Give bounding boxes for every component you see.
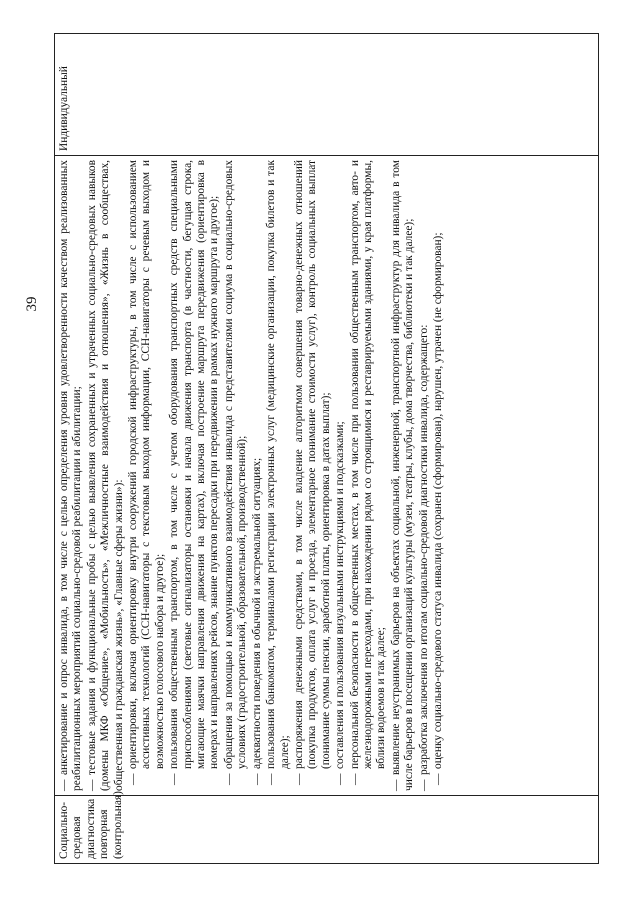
dash-marker: — xyxy=(417,779,430,791)
sub-list-item xyxy=(168,160,222,785)
content-cell xyxy=(55,156,599,796)
type-cell xyxy=(55,34,599,156)
dash-marker: — xyxy=(389,779,402,791)
list-item xyxy=(418,160,431,791)
list-item xyxy=(86,160,126,791)
sub-list-item xyxy=(222,160,250,785)
dash-marker: — xyxy=(334,773,347,785)
sub-list-item xyxy=(292,160,333,785)
dash-marker: — xyxy=(431,773,444,785)
page-number: 39 xyxy=(24,296,40,312)
list-item-text: обращения за помощью и коммуникативного взаимодействия инвалида с представителями социума в социально-средовых условиях (градостроительной, образовательной, производственной); xyxy=(222,160,249,769)
list-item-text: персональной безопасности в общественных местах, в том числе при пользовании общественным транспортом, авто- и железнодорожными переходами, при нахождении рядом со строящимися и реставрируемыми зданиями, у края платформы, вблизи водоемов и так далее; xyxy=(348,160,388,769)
list-item-text: тестовые задания и функциональные пробы с целью выявления сохраненных и утраченных социально-средовых навыков (домены МКФ «Общение», «Мобильность», «Межличностные взаимодействия и отношения», «Жизнь в сообществах, общественная и гражданская жизнь», «Главные сферы жизни»): xyxy=(85,160,125,791)
sub-list-item xyxy=(127,160,167,785)
list-item-text: оценку социально-средового статуса инвалида (сохранен (сформирован), нарушен, утрачен (не сформирован); xyxy=(431,232,444,769)
document-table xyxy=(54,33,599,864)
dash-marker: — xyxy=(348,773,361,785)
sub-list-item xyxy=(250,160,264,785)
dash-marker: — xyxy=(127,773,140,785)
list-item-text: адекватности поведения в обычной и экстремальной ситуациях; xyxy=(250,457,263,769)
list-item-text: пользования банкоматом, терминалами регистрации электронных услуг (медицинские организации, покупка билетов и так далее); xyxy=(265,160,291,769)
dash-marker: — xyxy=(250,773,263,785)
dash-marker: — xyxy=(292,773,305,785)
table-row xyxy=(55,34,599,864)
dash-marker: — xyxy=(265,773,278,785)
list-item xyxy=(390,160,417,791)
list-item-text: выявление неустранимых барьеров на объектах социальной, инженерной, транспортной инфраструктур для инвалида в том числе барьеров в посещении организаций культуры (музеи, театры, клубы, дома творчества, библиотеки и так далее); xyxy=(389,160,416,791)
list-item-text: разработка заключения по итогам социально-средовой диагностики инвалида, содержащего: xyxy=(417,324,430,775)
rotated-page xyxy=(14,18,626,884)
dash-marker: — xyxy=(58,779,70,791)
dash-marker: — xyxy=(85,779,98,791)
list-item-text: распоряжения денежными средствами, в том числе владение алгоритмом совершения товарно-денежных отношений (покупка продуктов, оплата услуг и проезда, элементарное понимание стоимости услуг), контроль социальных выплат (понимание суммы пенсии, заработной платы, ориентировка в датах выплат); xyxy=(292,160,332,769)
sub-list-item xyxy=(265,160,292,785)
content-list xyxy=(58,160,445,791)
list-item-text: ориентировки, включая ориентировку внутри сооружений городской инфраструктуры, в том числе с использованием ассистивных технологий (ССН-навигаторы с текстовым выходом информации, ССН-навигаторы с речевым выходом и возможностью голосового набора и другое); xyxy=(127,160,166,769)
list-item-text: пользования общественным транспортом, в том числе с учетом оборудования транспортных средств специальными приспособлениями (световые сигнализаторы остановки и начала движения транспорта (в частности, бегущая строка, мигающие маячки направления движения на картах), включая построение маршрута передвижения (ориентировка в номерах и направлениях рейсов, знание пунктов пересадки при передвижении в рамках нужного маршрута и другое); xyxy=(168,160,221,769)
list-item-text: составления и пользования визуальными инструкциями и подсказками; xyxy=(334,421,347,769)
sub-list-item xyxy=(348,160,389,785)
list-item-text: анкетирование и опрос инвалида, в том числе с целью определения уровня удовлетворенности качеством реализованных реабилитационных мероприятий социально-средовой реабилитации и абилитации; xyxy=(58,160,84,791)
stage-label: Социально-средовая диагностика повторная (контрольная) xyxy=(58,791,124,859)
sub-list-item xyxy=(334,160,347,785)
type-label: Индивидуальный xyxy=(58,66,70,151)
dash-marker: — xyxy=(168,773,181,785)
list-item xyxy=(58,160,85,791)
sub-list-item xyxy=(431,160,445,785)
stage-cell xyxy=(55,791,599,864)
dash-marker: — xyxy=(222,773,235,785)
